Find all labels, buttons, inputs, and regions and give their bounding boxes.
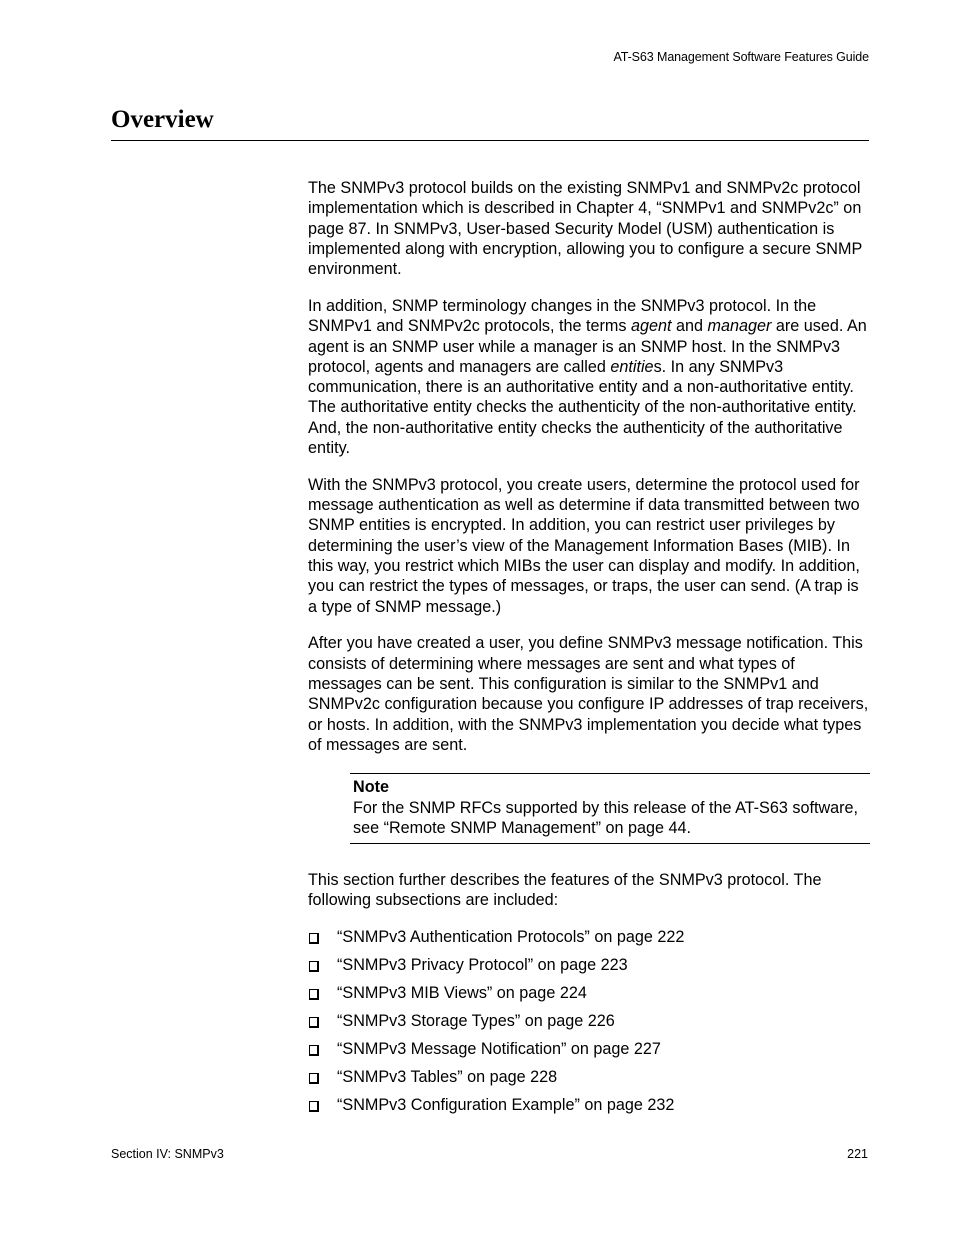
checkbox-bullet-icon — [309, 933, 319, 944]
running-header: AT-S63 Management Software Features Guide — [613, 50, 869, 64]
note-box — [350, 773, 870, 844]
page-number: 221 — [847, 1147, 868, 1161]
list-item-text: “SNMPv3 Storage Types” on page 226 — [337, 1012, 615, 1031]
body-text — [308, 178, 870, 1123]
list-item-text: “SNMPv3 Message Notification” on page 227 — [337, 1040, 661, 1059]
checkbox-bullet-icon — [309, 1017, 319, 1028]
emphasized-term: agent — [630, 317, 672, 336]
paragraph — [308, 633, 870, 755]
checkbox-bullet-icon — [309, 1073, 319, 1084]
subsection-list — [308, 927, 870, 1123]
text-run: The SNMPv3 protocol builds on the existing SNMPv1 and SNMPv2c protocol implementation which is described in Chapter 4, “SNMPv1 and SNMPv2c” on page 87. In SNMPv3, User-based Security Model (USM) authentication is implemented along with encryption, allowing you to configure a secure SNMP environment. — [308, 179, 862, 279]
note-title: Note — [353, 778, 389, 797]
text-run: and — [671, 317, 708, 336]
paragraph — [308, 296, 870, 458]
text-run: are used. An agent is an SNMP user while a manager is an SNMP host. In the SNMPv3 protocol, agents and managers are called — [308, 317, 867, 376]
list-item — [308, 1039, 870, 1067]
checkbox-bullet-icon — [309, 1101, 319, 1112]
text-run: After you have created a user, you define SNMPv3 message notification. This consists of determining where messages are sent and what types of messages can be sent. This configuration is similar to the SNMPv1 and SNMPv2c configuration because you configure IP addresses of trap receivers, or hosts. In addition, with the SNMPv3 implementation you decide what types of messages are sent. — [308, 634, 869, 754]
note-text: For the SNMP RFCs supported by this release of the AT-S63 software, see “Remote SNMP Management” on page 44. — [353, 798, 859, 837]
checkbox-bullet-icon — [309, 961, 319, 972]
list-item — [308, 1095, 870, 1123]
title-divider — [111, 140, 869, 141]
page-title: Overview — [111, 106, 214, 133]
list-item — [308, 955, 870, 983]
list-item-text: “SNMPv3 Authentication Protocols” on page 222 — [337, 928, 685, 947]
paragraph — [308, 178, 870, 279]
list-item-text: “SNMPv3 Configuration Example” on page 232 — [337, 1096, 675, 1115]
footer-section: Section IV: SNMPv3 — [111, 1147, 224, 1161]
list-item-text: “SNMPv3 Tables” on page 228 — [337, 1068, 558, 1087]
text-run: s. In any SNMPv3 communication, there is an authoritative entity and a non-authoritative entity. The authoritative entity checks the authenticity of the non-authoritative entity. And, the non-authoritative entity checks the authenticity of the authoritative entity. — [308, 357, 857, 458]
list-item-text: “SNMPv3 MIB Views” on page 224 — [337, 984, 587, 1003]
list-item-text: “SNMPv3 Privacy Protocol” on page 223 — [337, 956, 628, 975]
subsections-intro: This section further describes the features of the SNMPv3 protocol. The following subsections are included: — [308, 871, 822, 910]
text-run: In addition, SNMP terminology changes in the SNMPv3 protocol. In the SNMPv1 and SNMPv2c protocols, the terms — [308, 296, 817, 336]
list-item — [308, 983, 870, 1011]
checkbox-bullet-icon — [309, 1045, 319, 1056]
text-run: With the SNMPv3 protocol, you create users, determine the protocol used for message authentication as well as determine if data transmitted between two SNMP entities is encrypted. In addition, you can restrict user privileges by determining the user’s view of the Management Information Bases (MIB). In this way, you restrict which MIBs the user can display and modify. In addition, you can restrict the types of messages, or traps, the user can send. (A trap is a type of SNMP message.) — [308, 475, 860, 616]
checkbox-bullet-icon — [309, 989, 319, 1000]
emphasized-term: manager — [707, 317, 772, 336]
list-item — [308, 1011, 870, 1039]
emphasized-term: entitie — [610, 357, 654, 376]
list-item — [308, 927, 870, 955]
paragraph — [308, 475, 870, 617]
list-item — [308, 1067, 870, 1095]
